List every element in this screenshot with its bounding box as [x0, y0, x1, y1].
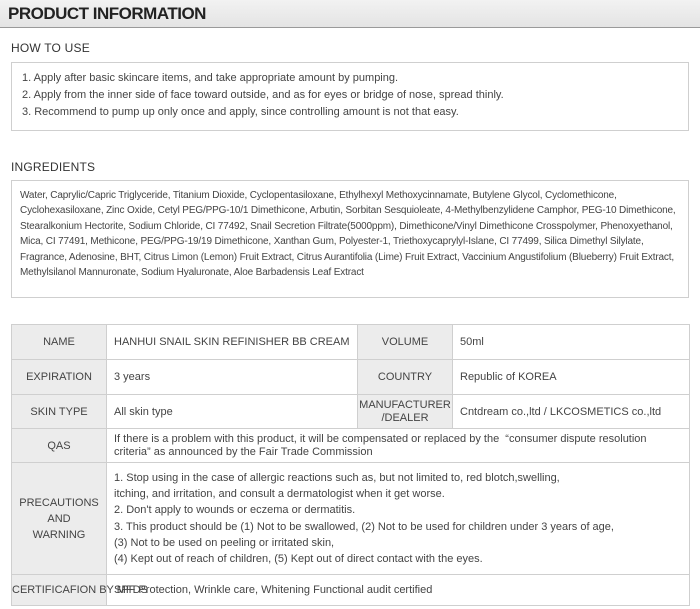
precautions-label-line: WARNING [32, 528, 86, 541]
expiration-label: EXPIRATION [12, 360, 107, 395]
name-value: HANHUI SNAIL SKIN REFINISHER BB CREAM [107, 325, 358, 360]
precautions-label [12, 463, 107, 575]
precaution-line: 2. Don't apply to wounds or eczema or dermatitis. [114, 504, 356, 517]
ingredients-box [11, 180, 689, 298]
precaution-line: 3. This product should be (1) Not to be swallowed, (2) Not to be used for children under 3 years of age, [114, 520, 614, 533]
volume-label: VOLUME [358, 325, 453, 360]
skin-type-label: SKIN TYPE [12, 395, 107, 429]
country-value: Republic of KOREA [453, 360, 690, 395]
precaution-line: (3) Not to be used on peeling or irritated skin, [114, 536, 335, 549]
precautions-label-line: PRECAUTIONS [19, 496, 99, 509]
table-row [12, 360, 690, 395]
table-row [12, 429, 690, 463]
table-row [12, 575, 690, 606]
manufacturer-label [358, 395, 453, 429]
certification-label: CERTIFICAFION BY MFDS [12, 575, 107, 606]
how-to-use-list [22, 70, 504, 121]
manufacturer-label-line: /DEALER [381, 411, 429, 424]
volume-value: 50ml [453, 325, 690, 360]
page-title: PRODUCT INFORMATION [8, 4, 206, 23]
precaution-line: 1. Stop using in the case of allergic reactions such as, but not limited to, red blotch,swelling, [114, 471, 560, 484]
ingredients-heading: INGREDIENTS [11, 160, 96, 174]
table-row [12, 325, 690, 360]
how-to-use-box [11, 62, 689, 131]
table-row [12, 463, 690, 575]
qas-value: If there is a problem with this product, it will be compensated or replaced by the “consumer dispute resolution criteria” as announced by the Fair Trade Commission [107, 429, 690, 463]
product-info-table [11, 324, 690, 606]
precautions-value [107, 463, 690, 575]
how-to-use-step: 1. Apply after basic skincare items, and take appropriate amount by pumping. [22, 72, 399, 84]
ingredients-text: Water, Caprylic/Capric Triglyceride, Titanium Dioxide, Cyclopentasiloxane, Ethylhexyl Methoxycinnamate, Butylene Glycol, Cyclomethicone, Cyclohexasiloxane, Zinc Oxide, Cetyl PEG/PPG-10/1 Dimethicone, Arbutin, Sorbitan Sesquioleate, 4-Methylbenzylidene Camphor, PEG-10 Dimethicone, Stearalkonium Hectorite, Sodium Chloride, CI 77492, Snail Secretion Filtrate(5000ppm), Dimethicone/Vinyl Dimethicone Crosspolymer, Phenoxyethanol, Mica, CI 77491, Methicone, PEG/PPG-19/19 Dimethicone, Xanthan Gum, Polyester-1, Triethoxycaprylyl-Islane, CI 77499, Silica Dimethyl Silylate, Fragrance, Adenosine, BHT, Citrus Limon (Lemon) Fruit Extract, Citrus Aurantifolia (Lime) Fruit Extract, Vaccinium Angustifolium (Blueberry) Fruit Extract, Methylsilanol Mannuronate, Sodium Hyaluronate, Aloe Barbadensis Leaf Extract [20, 190, 676, 279]
manufacturer-label-line: MANUFACTURER [359, 398, 451, 411]
manufacturer-value: Cntdream co.,ltd / LKCOSMETICS co.,ltd [453, 395, 690, 429]
qas-label: QAS [12, 429, 107, 463]
skin-type-value: All skin type [107, 395, 358, 429]
table-row [12, 395, 690, 429]
name-label: NAME [12, 325, 107, 360]
how-to-use-step: 3. Recommend to pump up only once and apply, since controlling amount is not that easy. [22, 106, 459, 118]
certification-value: SPF Protection, Wrinkle care, Whitening Functional audit certified [107, 575, 690, 606]
precaution-line: (4) Kept out of reach of children, (5) Kept out of direct contact with the eyes. [114, 552, 483, 565]
header-bar [0, 0, 700, 28]
precautions-label-line: AND [47, 512, 71, 525]
expiration-value: 3 years [107, 360, 358, 395]
how-to-use-step: 2. Apply from the inner side of face toward outside, and as for eyes or bridge of nose, spread thinly. [22, 89, 504, 101]
how-to-use-heading: HOW TO USE [11, 41, 90, 55]
country-label: COUNTRY [358, 360, 453, 395]
precaution-line: itching, and irritation, and consult a dermatologist when it get worse. [114, 488, 445, 501]
